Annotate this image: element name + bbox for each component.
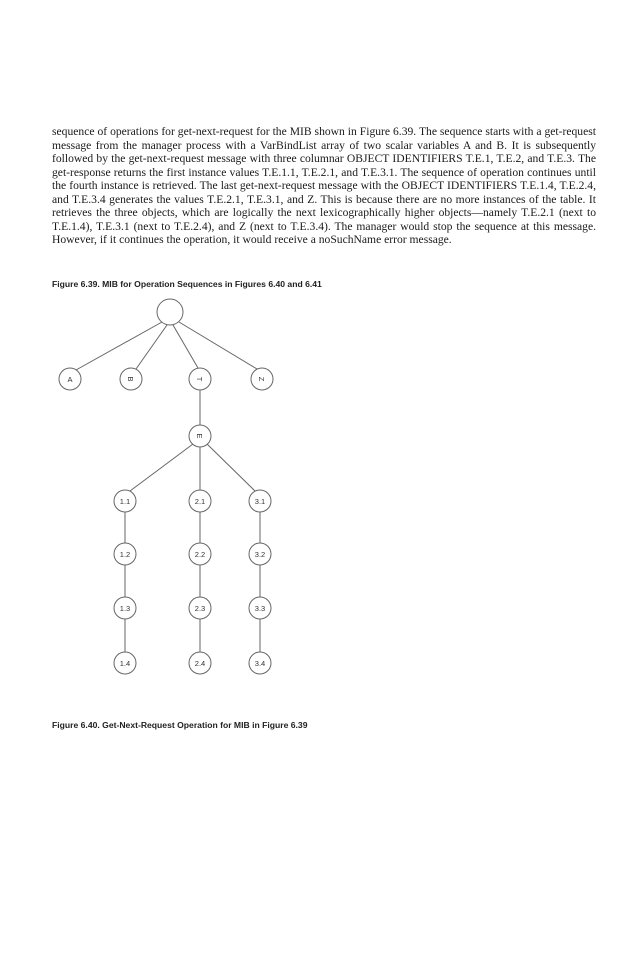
node-2-2-label: 2.2 (194, 550, 206, 559)
node-1-4-label: 1.4 (119, 659, 131, 668)
edge-root-b (136, 325, 167, 369)
figure-6-40-caption: Figure 6.40. Get-Next-Request Operation for MIB in Figure 6.39 (52, 720, 308, 730)
node-b-label: B (126, 376, 135, 382)
node-2-1-label: 2.1 (194, 497, 206, 506)
node-3-2-label: 3.2 (254, 550, 266, 559)
tree-root-node (157, 299, 183, 325)
body-paragraph: sequence of operations for get-next-request for the MIB shown in Figure 6.39. The sequence starts with a get-request message from the manager process with a VarBindList array of two scalar variables A and B. It is subsequently followed by the get-next-request message with three columnar OBJECT IDENTIFIERS T.E.1, T.E.2, and T.E.3. The get-response returns the first instance values T.E.1.1, T.E.2.1, and T.E.3.1. The sequence of operation continues until the fourth instance is retrieved. The last get-next-request message with the OBJECT IDENTIFIERS T.E.1.4, T.E.2.4, and T.E.3.4 generates the values T.E.2.1, T.E.3.1, and Z. This is because there are no more instances of the table. It retrieves the three objects, which are logically the next lexicographically higher objects—namely T.E.2.1 (next to T.E.1.4), T.E.3.1 (next to T.E.2.4), and Z (next to T.E.3.4). The manager would stop the sequence at this message. However, if it continues the operation, it would receive a noSuchName error message. (52, 125, 596, 246)
node-z-label: Z (257, 376, 266, 382)
node-3-4-label: 3.4 (254, 659, 266, 668)
node-1-3-label: 1.3 (119, 604, 131, 613)
node-a-label: A (67, 375, 73, 384)
node-t-label: T (195, 376, 204, 382)
edge-e-col1 (130, 444, 193, 491)
figure-6-39-caption: Figure 6.39. MIB for Operation Sequences in Figures 6.40 and 6.41 (52, 279, 322, 289)
node-1-2-label: 1.2 (119, 550, 131, 559)
node-3-3-label: 3.3 (254, 604, 266, 613)
edge-root-z (179, 322, 257, 369)
node-2-3-label: 2.3 (194, 604, 206, 613)
node-3-1-label: 3.1 (254, 497, 266, 506)
node-2-4-label: 2.4 (194, 659, 206, 668)
edge-e-col3 (207, 444, 255, 491)
node-e-label: E (195, 433, 204, 439)
node-1-1-label: 1.1 (119, 497, 131, 506)
edge-root-a (76, 322, 162, 370)
